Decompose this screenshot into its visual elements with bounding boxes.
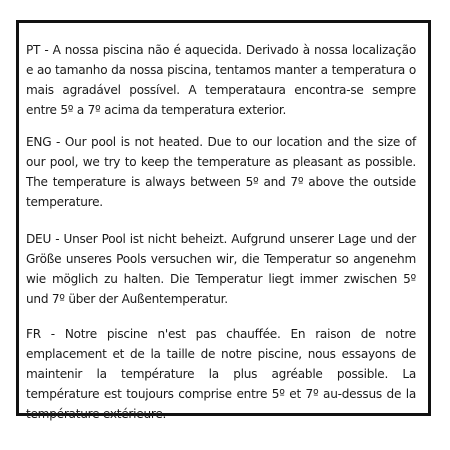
notice-paragraph-fr: FR - Notre piscine n'est pas chauffée. En raison de notre emplacement et de la taille de notre piscine, nous essayons de maintenir la température la plus agréable possible. La température est toujours comprise entre 5º et 7º au-dessus de la température extérieure.	[26, 327, 416, 421]
pool-notice-box	[16, 20, 431, 421]
notice-paragraph-eng: ENG - Our pool is not heated. Due to our location and the size of our pool, we try to keep the temperature as pleasant as possible. The temperature is always between 5º and 7º above the outside temperature.	[26, 135, 416, 209]
notice-paragraph-deu: DEU - Unser Pool ist nicht beheizt. Aufgrund unserer Lage und der Größe unseres Pools versuchen wir, die Temperatur so angenehm wie möglich zu halten. Die Temperatur liegt immer zwischen 5º und 7º über der Außentemperatur.	[26, 232, 416, 306]
notice-paragraph-pt: PT - A nossa piscina não é aquecida. Derivado à nossa localização e ao tamanho da nossa piscina, tentamos manter a temperatura o mais agradável possível. A temperataura encontra-se sempre entre 5º a 7º acima da temperatura exterior.	[26, 43, 416, 117]
